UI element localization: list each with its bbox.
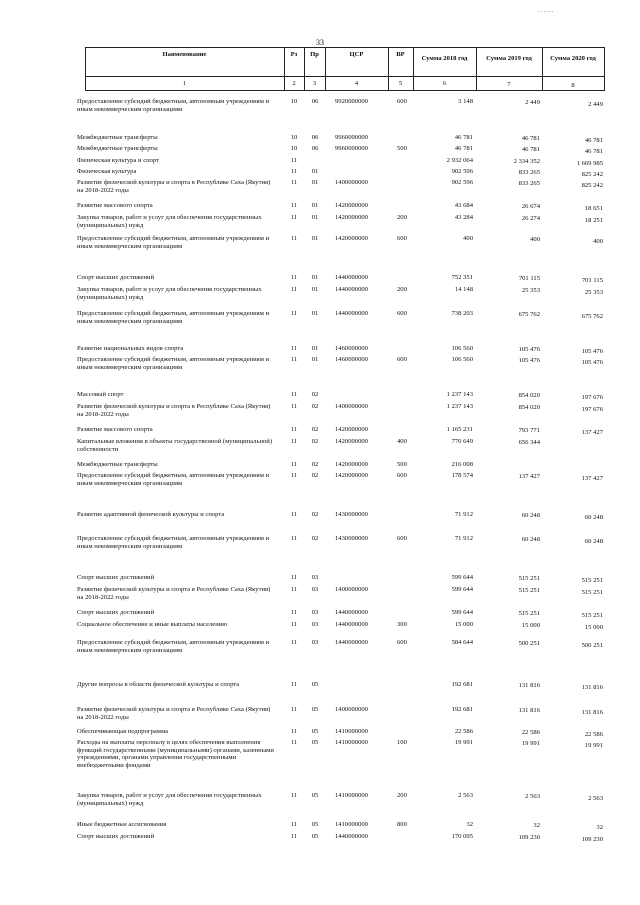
cell-s2018: 192 681 <box>451 706 473 713</box>
cell-s2019: 22 586 <box>521 729 540 736</box>
cell-name: Межбюджетные трансферты <box>77 145 158 152</box>
cell-s2018: 46 781 <box>454 145 473 152</box>
cell-s2020: 515 251 <box>581 612 603 619</box>
cell-s2018: 216 008 <box>451 461 473 468</box>
cell-pr: 01 <box>311 214 319 221</box>
cell-pr: 01 <box>311 345 319 352</box>
cell-vr: 200 <box>397 286 407 293</box>
cell-csr: 1410000000 <box>335 821 368 828</box>
cell-s2018: 106 560 <box>451 356 473 363</box>
cell-pr: 01 <box>311 310 319 317</box>
cell-csr: 1410000000 <box>335 739 368 746</box>
cell-s2019: 833 265 <box>518 169 540 176</box>
cell-name: Другие вопросы в области физической культуры и спорта <box>77 681 240 688</box>
cell-pr: 02 <box>311 535 319 542</box>
cell-name: Предоставление субсидий бюджетным, автономным учреждениям и иным некоммерческим организациям <box>77 535 270 550</box>
cell-vr: 600 <box>397 98 407 105</box>
cell-s2018: 106 560 <box>451 345 473 352</box>
cell-rz: 11 <box>290 621 298 628</box>
cell-s2020: 515 251 <box>581 589 603 596</box>
cell-csr: 1440000000 <box>335 286 368 293</box>
cell-pr: 02 <box>311 426 319 433</box>
cell-s2020: 1 669 985 <box>576 160 603 167</box>
cell-s2018: 400 <box>463 235 473 242</box>
header-sum-2018: Сумма 2018 год <box>421 55 468 62</box>
cell-csr: 1400000000 <box>335 706 368 713</box>
cell-s2019: 60 248 <box>521 512 540 519</box>
cell-name: Межбюджетные трансферты <box>77 134 158 141</box>
col-number: 2 <box>292 80 296 87</box>
cell-s2019: 26 674 <box>521 203 540 210</box>
cell-name: Физическая культура и спорт <box>77 157 160 164</box>
cell-rz: 11 <box>290 286 298 293</box>
cell-rz: 11 <box>290 168 298 175</box>
cell-csr: 1420000000 <box>335 235 368 242</box>
cell-csr: 1420000000 <box>335 438 368 445</box>
cell-s2018: 738 203 <box>451 310 473 317</box>
cell-s2018: 71 912 <box>454 535 473 542</box>
cell-name: Предоставление субсидий бюджетным, автономным учреждениям и иным некоммерческим организациям <box>77 98 270 113</box>
cell-s2020: 701 115 <box>581 277 603 284</box>
cell-vr: 600 <box>397 235 407 242</box>
cell-s2018: 599 644 <box>451 609 473 616</box>
cell-rz: 11 <box>290 438 298 445</box>
cell-pr: 06 <box>311 134 319 141</box>
number-row-divider <box>85 90 605 91</box>
cell-csr: 1420000000 <box>335 426 368 433</box>
header-sum-2020: Сумма 2020 год <box>550 55 596 62</box>
cell-name: Предоставление субсидий бюджетным, автономным учреждениям и иным некоммерческим организациям <box>77 310 270 325</box>
header-pr: Пр <box>310 51 319 58</box>
cell-csr: 1440000000 <box>335 639 368 646</box>
cell-s2019: 26 274 <box>521 215 540 222</box>
cell-pr: 05 <box>311 833 319 840</box>
cell-s2018: 1 165 231 <box>446 426 473 433</box>
cell-rz: 11 <box>290 472 298 479</box>
header-divider <box>85 76 605 77</box>
cell-vr: 200 <box>397 214 407 221</box>
cell-pr: 01 <box>311 274 319 281</box>
cell-s2019: 25 353 <box>521 287 540 294</box>
cell-s2019: 46 781 <box>521 135 540 142</box>
cell-rz: 11 <box>290 157 298 164</box>
cell-s2018: 599 644 <box>451 574 473 581</box>
cell-s2020: 18 251 <box>584 217 603 224</box>
cell-pr: 06 <box>311 98 319 105</box>
cell-s2020: 18 651 <box>584 205 603 212</box>
cell-rz: 11 <box>290 214 298 221</box>
cell-s2020: 131 816 <box>581 709 603 716</box>
cell-s2020: 60 248 <box>584 538 603 545</box>
cell-name: Спорт высших достижений <box>77 609 155 616</box>
col-number: 3 <box>312 80 317 87</box>
cell-csr: 1460000000 <box>335 356 368 363</box>
cell-s2019: 656 344 <box>518 439 540 446</box>
cell-pr: 03 <box>311 639 319 646</box>
cell-name: Закупка товаров, работ и услуг для обеспечения государственных (муниципальных) нужд <box>77 286 262 301</box>
cell-s2018: 192 681 <box>451 681 473 688</box>
cell-name: Развитие массового спорта <box>77 426 153 433</box>
cell-s2018: 170 095 <box>451 833 473 840</box>
cell-s2018: 902 596 <box>451 168 473 175</box>
cell-s2019: 137 427 <box>518 473 540 480</box>
cell-pr: 02 <box>311 403 319 410</box>
cell-csr: 1400000000 <box>335 179 368 186</box>
cell-rz: 11 <box>290 345 298 352</box>
cell-csr: 1400000000 <box>335 403 368 410</box>
cell-s2019: 2 334 352 <box>513 158 540 165</box>
cell-csr: 1420000000 <box>335 214 368 221</box>
cell-s2018: 46 781 <box>454 134 473 141</box>
cell-name: Физическая культура <box>77 168 137 175</box>
cell-name: Закупка товаров, работ и услуг для обеспечения государственных (муниципальных) нужд <box>77 214 262 229</box>
cell-s2020: 675 762 <box>581 313 603 320</box>
cell-s2018: 22 586 <box>454 728 473 735</box>
cell-csr: 1410000000 <box>335 792 368 799</box>
cell-s2020: 197 676 <box>581 406 603 413</box>
cell-pr: 05 <box>311 821 319 828</box>
cell-pr: 01 <box>311 202 319 209</box>
cell-s2020: 400 <box>593 238 603 245</box>
cell-rz: 11 <box>290 833 298 840</box>
cell-s2019: 854 020 <box>518 392 540 399</box>
cell-s2018: 2 563 <box>458 792 473 799</box>
cell-rz: 11 <box>290 356 298 363</box>
cell-name: Спорт высших достижений <box>77 833 155 840</box>
header-sum-2019: Сумма 2019 год <box>486 55 532 62</box>
cell-s2020: 60 248 <box>584 514 603 521</box>
cell-pr: 03 <box>311 609 319 616</box>
cell-s2019: 131 816 <box>518 707 540 714</box>
col-number: 4 <box>354 80 359 87</box>
cell-rz: 11 <box>290 511 298 518</box>
cell-csr: 1410000000 <box>335 728 368 735</box>
cell-rz: 11 <box>290 202 298 209</box>
cell-pr: 03 <box>311 621 319 628</box>
cell-rz: 11 <box>290 574 298 581</box>
cell-s2020: 825 242 <box>581 182 603 189</box>
cell-name: Закупка товаров, работ и услуг для обеспечения государственных (муниципальных) нужд <box>77 792 262 807</box>
cell-vr: 100 <box>397 739 407 746</box>
cell-csr: 1430000000 <box>335 535 368 542</box>
cell-s2018: 2 932 064 <box>446 157 473 164</box>
cell-rz: 10 <box>290 145 298 152</box>
col-number: 5 <box>398 80 403 87</box>
cell-csr: 1420000000 <box>335 472 368 479</box>
cell-pr: 01 <box>311 356 319 363</box>
cell-s2019: 105 476 <box>518 357 540 364</box>
cell-name: Спорт высших достижений <box>77 274 155 281</box>
cell-s2020: 197 676 <box>581 394 603 401</box>
cell-s2018: 15 000 <box>454 621 473 628</box>
cell-csr: 9960000000 <box>335 134 368 141</box>
cell-s2018: 178 574 <box>451 472 473 479</box>
cell-s2018: 3 148 <box>458 98 473 105</box>
cell-s2019: 515 251 <box>518 575 540 582</box>
cell-s2018: 599 644 <box>451 586 473 593</box>
cell-pr: 02 <box>311 472 319 479</box>
cell-s2018: 770 649 <box>451 438 473 445</box>
cell-rz: 11 <box>290 821 298 828</box>
cell-s2019: 675 762 <box>518 311 540 318</box>
cell-s2020: 105 476 <box>581 348 603 355</box>
cell-csr: 1440000000 <box>335 621 368 628</box>
cell-s2019: 515 251 <box>518 587 540 594</box>
cell-s2020: 109 230 <box>581 836 603 843</box>
cell-name: Развитие физической культуры и спорта в Республике Саха (Якутия) на 2018-2022 годы <box>77 403 271 418</box>
cell-name: Капитальные вложения в объекты государственной (муниципальной) собственности <box>77 438 273 453</box>
cell-name: Развитие адаптивной физической культуры и спорта <box>77 511 225 518</box>
cell-pr: 01 <box>311 168 319 175</box>
cell-vr: 800 <box>397 821 407 828</box>
cell-rz: 11 <box>290 586 298 593</box>
col-line <box>604 47 605 90</box>
col-number: 6 <box>442 80 447 87</box>
cell-s2019: 793 771 <box>518 427 540 434</box>
cell-rz: 11 <box>290 706 298 713</box>
cell-rz: 10 <box>290 98 298 105</box>
cell-vr: 500 <box>397 145 407 152</box>
cell-name: Развитие физической культуры и спорта в Республике Саха (Якутия) на 2018-2022 годы <box>77 179 271 194</box>
cell-s2019: 833 265 <box>518 180 540 187</box>
cell-name: Предоставление субсидий бюджетным, автономным учреждениям и иным некоммерческим организациям <box>77 235 270 250</box>
col-number: 7 <box>507 81 511 88</box>
cell-s2020: 25 353 <box>584 289 603 296</box>
cell-s2020: 515 251 <box>581 577 603 584</box>
cell-s2018: 902 596 <box>451 179 473 186</box>
cell-s2019: 500 251 <box>518 640 540 647</box>
cell-s2019: 15 000 <box>521 622 540 629</box>
cell-s2020: 46 781 <box>584 148 603 155</box>
cell-s2020: 500 251 <box>581 642 603 649</box>
cell-s2019: 2 563 <box>525 793 540 800</box>
cell-s2019: 19 991 <box>521 740 540 747</box>
cell-rz: 11 <box>290 426 298 433</box>
cell-s2020: 46 781 <box>584 137 603 144</box>
cell-vr: 500 <box>397 461 407 468</box>
cell-s2018: 43 284 <box>454 214 473 221</box>
cell-rz: 10 <box>290 134 298 141</box>
cell-rz: 11 <box>290 792 298 799</box>
cell-pr: 05 <box>311 728 319 735</box>
cell-vr: 400 <box>397 438 407 445</box>
cell-s2020: 137 427 <box>581 429 603 436</box>
cell-vr: 600 <box>397 472 407 479</box>
cell-s2018: 14 148 <box>454 286 473 293</box>
cell-rz: 11 <box>290 274 298 281</box>
cell-s2019: 2 449 <box>525 99 540 106</box>
table-top-border <box>85 47 605 48</box>
top-mark: ...... <box>538 6 555 14</box>
header-name: Наименование <box>162 51 207 58</box>
cell-s2019: 109 230 <box>518 834 540 841</box>
cell-name: Предоставление субсидий бюджетным, автономным учреждениям и иным некоммерческим организациям <box>77 639 270 654</box>
cell-csr: 1440000000 <box>335 833 368 840</box>
col-number: 8 <box>571 82 575 89</box>
cell-s2019: 60 248 <box>521 536 540 543</box>
cell-s2018: 32 <box>466 821 473 828</box>
cell-name: Межбюджетные трансферты <box>77 461 158 468</box>
cell-rz: 11 <box>290 391 298 398</box>
cell-pr: 01 <box>311 235 319 242</box>
cell-s2018: 43 684 <box>454 202 473 209</box>
cell-s2020: 105 476 <box>581 359 603 366</box>
cell-vr: 300 <box>397 621 407 628</box>
cell-vr: 600 <box>397 639 407 646</box>
cell-csr: 1460000000 <box>335 345 368 352</box>
cell-s2020: 15 000 <box>584 624 603 631</box>
cell-s2020: 131 816 <box>581 684 603 691</box>
cell-pr: 02 <box>311 391 319 398</box>
cell-s2020: 2 563 <box>588 795 603 802</box>
cell-pr: 02 <box>311 438 319 445</box>
cell-pr: 03 <box>311 574 319 581</box>
cell-rz: 11 <box>290 461 298 468</box>
col-number: 1 <box>182 80 187 87</box>
cell-s2019: 515 251 <box>518 610 540 617</box>
cell-pr: 06 <box>311 145 319 152</box>
page-number: 33 <box>316 38 324 47</box>
header-vr: ВР <box>396 51 405 58</box>
cell-pr: 03 <box>311 586 319 593</box>
cell-csr: 1420000000 <box>335 202 368 209</box>
cell-name: Социальное обеспечение и иные выплаты населению <box>77 621 228 628</box>
cell-s2019: 854 020 <box>518 404 540 411</box>
cell-name: Развитие национальных видов спорта <box>77 345 184 352</box>
cell-s2019: 400 <box>530 236 540 243</box>
cell-rz: 11 <box>290 681 298 688</box>
cell-rz: 11 <box>290 639 298 646</box>
cell-vr: 600 <box>397 535 407 542</box>
cell-name: Развитие физической культуры и спорта в Республике Саха (Якутия) на 2018-2022 годы <box>77 706 271 721</box>
cell-pr: 01 <box>311 179 319 186</box>
cell-name: Иные бюджетные ассигнования <box>77 821 167 828</box>
cell-rz: 11 <box>290 728 298 735</box>
cell-csr: 9960000000 <box>335 145 368 152</box>
cell-pr: 05 <box>311 792 319 799</box>
cell-name: Предоставление субсидий бюджетным, автономным учреждениям и иным некоммерческим организациям <box>77 356 270 371</box>
cell-vr: 200 <box>397 792 407 799</box>
cell-s2020: 825 242 <box>581 171 603 178</box>
cell-pr: 02 <box>311 511 319 518</box>
cell-name: Обеспечивающая подпрограмма <box>77 728 169 735</box>
cell-rz: 11 <box>290 235 298 242</box>
cell-s2019: 105 476 <box>518 346 540 353</box>
cell-name: Расходы на выплаты персоналу в целях обеспечения выполнения функций государственными (муниципальными) органами, казенными учреждениями, органами управления государственными внебюджетными фондами <box>77 739 274 769</box>
cell-csr: 1440000000 <box>335 274 368 281</box>
cell-pr: 05 <box>311 681 319 688</box>
header-rz: Рз <box>290 51 298 58</box>
cell-pr: 05 <box>311 739 319 746</box>
cell-name: Развитие физической культуры и спорта в Республике Саха (Якутия) на 2018-2022 годы <box>77 586 271 601</box>
cell-s2018: 19 991 <box>454 739 473 746</box>
cell-s2018: 584 644 <box>451 639 473 646</box>
cell-s2020: 2 449 <box>588 101 603 108</box>
cell-rz: 11 <box>290 535 298 542</box>
cell-csr: 9920000000 <box>335 98 368 105</box>
cell-name: Массовый спорт <box>77 391 124 398</box>
cell-vr: 600 <box>397 356 407 363</box>
cell-s2019: 131 816 <box>518 682 540 689</box>
cell-s2020: 137 427 <box>581 475 603 482</box>
cell-pr: 05 <box>311 706 319 713</box>
cell-pr: 02 <box>311 461 319 468</box>
cell-csr: 1440000000 <box>335 609 368 616</box>
cell-s2018: 752 351 <box>451 274 473 281</box>
cell-rz: 11 <box>290 179 298 186</box>
cell-name: Предоставление субсидий бюджетным, автономным учреждениям и иным некоммерческим организациям <box>77 472 270 487</box>
cell-rz: 11 <box>290 739 298 746</box>
cell-csr: 1420000000 <box>335 461 368 468</box>
cell-s2018: 71 912 <box>454 511 473 518</box>
cell-s2019: 32 <box>533 822 540 829</box>
cell-s2020: 19 991 <box>584 742 603 749</box>
cell-s2018: 1 237 143 <box>446 391 473 398</box>
cell-csr: 1440000000 <box>335 310 368 317</box>
cell-vr: 600 <box>397 310 407 317</box>
cell-rz: 11 <box>290 403 298 410</box>
cell-csr: 1400000000 <box>335 586 368 593</box>
cell-name: Спорт высших достижений <box>77 574 155 581</box>
cell-rz: 11 <box>290 609 298 616</box>
cell-s2018: 1 237 143 <box>446 403 473 410</box>
cell-pr: 01 <box>311 286 319 293</box>
cell-rz: 11 <box>290 310 298 317</box>
header-csr: ЦСР <box>349 51 364 58</box>
cell-s2020: 32 <box>596 824 603 831</box>
cell-name: Развитие массового спорта <box>77 202 153 209</box>
cell-csr: 1430000000 <box>335 511 368 518</box>
cell-s2019: 701 115 <box>518 275 540 282</box>
cell-s2019: 46 781 <box>521 146 540 153</box>
cell-s2020: 22 586 <box>584 731 603 738</box>
